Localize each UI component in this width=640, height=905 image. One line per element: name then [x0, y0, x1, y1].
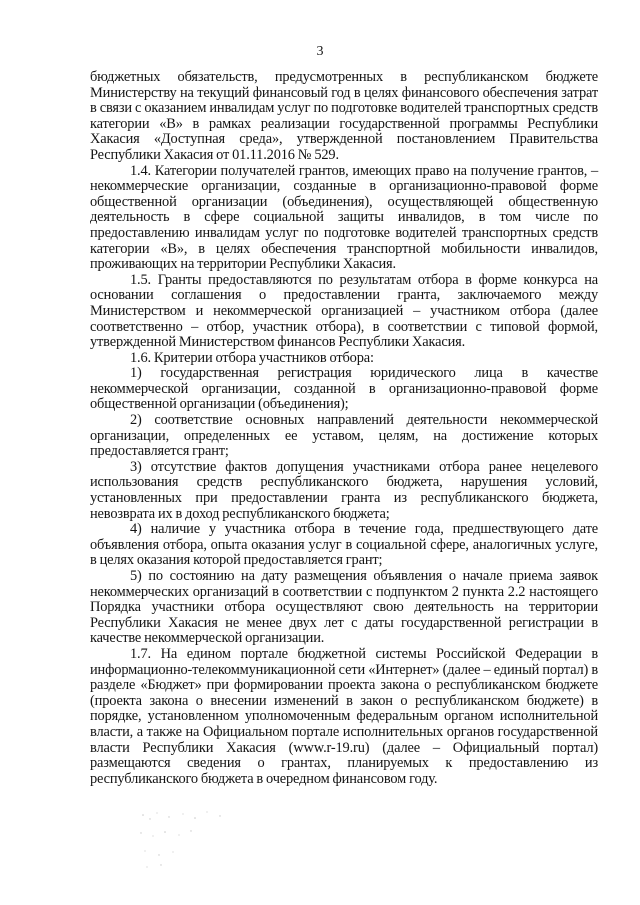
paragraph-1-5-grant-selection: 1.5. Гранты предоставляются по результатам отбора в форме конкурса на основании соглашения о предоставлении гранта, заключаемого между Министерством и некоммерческой организацией – участником отбора (далее соответственно – отбор, участник отбора), в соответствии с типовой формой, утвержденной Министерством финансов Республики Хакасия.	[90, 271, 598, 351]
paragraph-1-6-selection-criteria: 1.6. Критерии отбора участников отбора:	[130, 349, 374, 366]
paragraph-1-4-grant-recipients: 1.4. Категории получателей грантов, имеющих право на получение грантов, – некоммерческие организации, созданные в организационно-правовой форме общественной организации (объединения), осуществляющей общественную деятельность в сфере социальной защиты инвалидов, в том числе по предоставлению инвалидам услуг по подготовке водителей транспортных средств категории «В», в целях обеспечения транспортной мобильности инвалидов, проживающих на территории Республики Хакасия.	[90, 162, 598, 273]
paragraph-budget-obligations: бюджетных обязательств, предусмотренных в республиканском бюджете Министерству на текущий финансовый год в целях финансового обеспечения затрат в связи с оказанием инвалидам услуг по подготовке водителей транспортных средств категории «В» в рамках реализации государственной программы Республики Хакасия «Доступная среда», утвержденной постановлением Правительства Республики Хакасия от 01.11.2016 № 529.	[90, 69, 598, 163]
page-number: 3	[316, 44, 324, 59]
criterion-4-experience: 4) наличие у участника отбора в течение года, предшествующего дате объявления отбора, опыта оказания услуг в социальной сфере, аналогичных услуге, в целях оказания которой предоставляется грант;	[90, 521, 598, 569]
criterion-1-registration: 1) государственная регистрация юридического лица в качестве некоммерческой организации, созданной в организационно-правовой форме общественной организации (объединения);	[90, 365, 598, 413]
criterion-5-territory: 5) по состоянию на дату размещения объявления о начале приема заявок некоммерческих организаций в соответствии с подпунктом 2 пункта 2.2 настоящего Порядка участники отбора осуществляют свою деятельность на территории Республики Хакасия не менее двух лет с даты государственной регистрации в качестве некоммерческой организации.	[90, 568, 598, 647]
scan-noise-marks	[135, 805, 245, 875]
criterion-3-no-misuse: 3) отсутствие фактов допущения участниками отбора ранее нецелевого использования средств республиканского бюджета, нарушения условий, установленных при предоставлении гранта из республиканского бюджета, невозврата их в доход республиканского бюджета;	[90, 458, 598, 522]
paragraph-1-7-unified-portal: 1.7. На едином портале бюджетной системы Российской Федерации в информационно-телекоммуникационной сети «Интернет» (далее – единый портал) в разделе «Бюджет» при формировании проекта закона о республиканском бюджете (проекта закона о внесении изменений в закон о республиканском бюджете) в порядке, установленном уполномоченным федеральным органом исполнительной власти, а также на Официальном портале исполнительных органов государственной власти Республики Хакасия (www.r-19.ru) (далее – Официальный портал) размещаются сведения о грантах, планируемых к предоставлению из республиканского бюджета в очередном финансовом году.	[90, 645, 598, 787]
criterion-2-activities: 2) соответствие основных направлений деятельности некоммерческой организации, определенных ее уставом, целям, на достижение которых предоставляется грант;	[90, 412, 598, 460]
document-body	[90, 70, 598, 787]
